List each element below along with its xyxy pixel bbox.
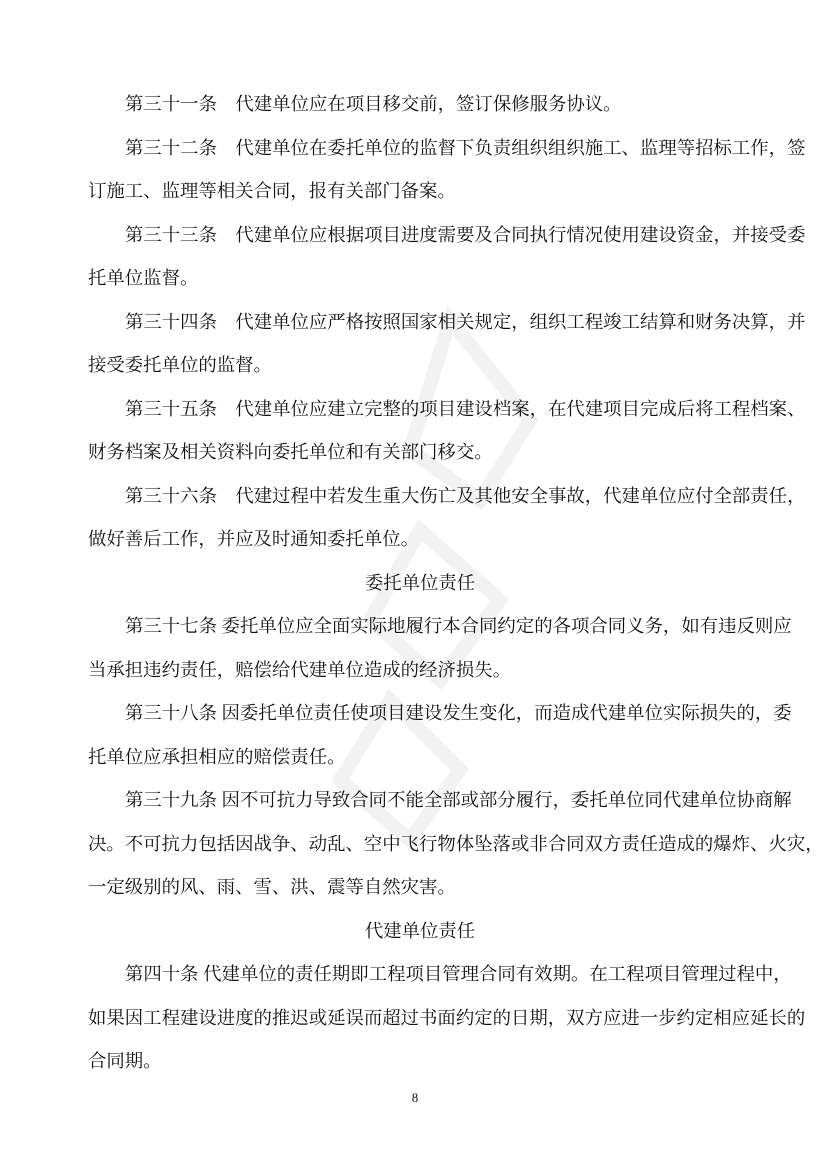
- page-number: 8: [411, 1090, 419, 1105]
- text-line: 委托单位责任: [364, 572, 476, 593]
- article-paragraph: [88, 692, 792, 779]
- article-paragraph: [88, 127, 806, 214]
- section-heading: [88, 562, 752, 606]
- text-line: 第三十一条 代建单位应在项目移交前，签订保修服务协议。: [125, 94, 622, 114]
- text-line: 做好善后工作，并应及时通知委托单位。: [88, 529, 420, 549]
- text-line: 当承担违约责任，赔偿给代建单位造成的经济损失。: [88, 659, 511, 680]
- text-line: 第三十六条 代建过程中若发生重大伤亡及其他安全事故，代建单位应付全部责任，: [125, 485, 806, 506]
- text-line: 财务档案及相关资料向委托单位和有关部门移交。: [88, 442, 493, 462]
- text-line: 接受委托单位的监督。: [88, 355, 272, 375]
- text-line: 代建单位责任: [364, 920, 476, 941]
- article-paragraph: [88, 953, 806, 1084]
- text-line: 第三十五条 代建单位应建立完整的项目建设档案，在代建项目完成后将工程档案、: [125, 398, 806, 419]
- text-line: 如果因工程建设进度的推迟或延误而超过书面约定的日期，双方应进一步约定相应延长的: [88, 1007, 806, 1028]
- text-line: 托单位监督。: [88, 268, 199, 288]
- article-paragraph: [88, 779, 824, 910]
- text-line: 托单位应承担相应的赔偿责任。: [88, 746, 346, 767]
- text-line: 第三十七条 委托单位应全面实际地履行本合同约定的各项合同义务，如有违反则应: [125, 616, 792, 636]
- text-line: 第三十八条 因委托单位责任使项目建设发生变化，而造成代建单位实际损失的，委: [125, 703, 792, 723]
- text-line: 第三十三条 代建单位应根据项目进度需要及合同执行情况使用建设资金，并接受委: [125, 224, 806, 245]
- text-line: 一定级别的风、雨、雪、洪、震等自然灾害。: [88, 877, 456, 897]
- text-line: 第四十条 代建单位的责任期即工程项目管理合同有效期。在工程项目管理过程中，: [125, 964, 792, 984]
- article-paragraph: [88, 214, 806, 301]
- document-body: [88, 83, 824, 1084]
- text-line: 决。不可抗力包括因战争、动乱、空中飞行物体坠落或非合同双方责任造成的爆炸、火灾，: [88, 833, 824, 854]
- text-line: 合同期。: [88, 1051, 162, 1071]
- section-heading: [88, 910, 752, 954]
- article-paragraph: [88, 605, 792, 692]
- article-paragraph: [88, 83, 752, 127]
- text-line: 第三十九条 因不可抗力导致合同不能全部或部分履行，委托单位同代建单位协商解: [125, 790, 792, 810]
- text-line: 第三十四条 代建单位应严格按照国家相关规定，组织工程竣工结算和财务决算，并: [125, 311, 806, 332]
- article-paragraph: [88, 388, 806, 475]
- text-line: 订施工、监理等相关合同，报有关部门备案。: [88, 181, 456, 201]
- text-line: 第三十二条 代建单位在委托单位的监督下负责组织组织施工、监理等招标工作，签: [125, 137, 806, 158]
- article-paragraph: [88, 301, 806, 388]
- article-paragraph: [88, 475, 806, 562]
